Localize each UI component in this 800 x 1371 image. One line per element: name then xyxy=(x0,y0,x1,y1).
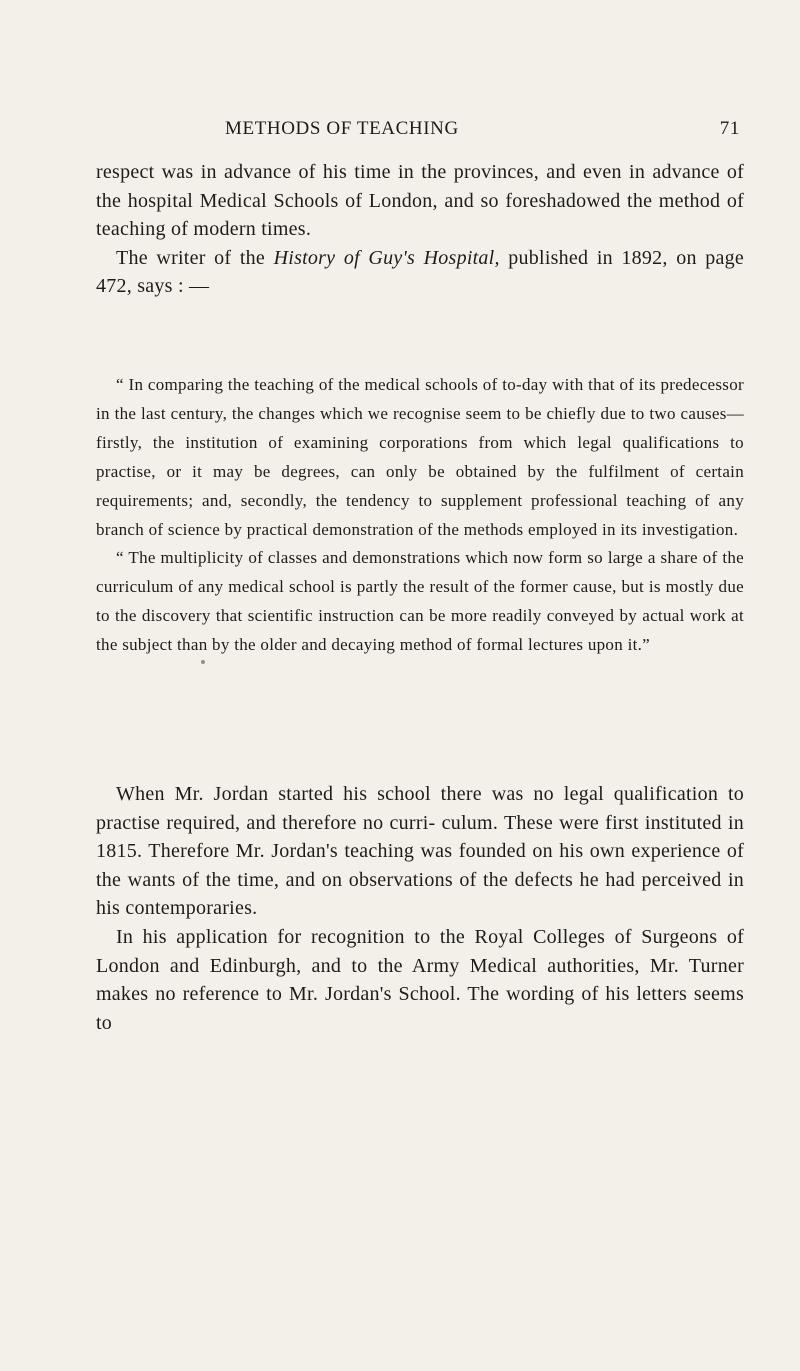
paragraph-history-text-before: The writer of the xyxy=(116,246,274,269)
block-quotation xyxy=(96,371,744,660)
book-title-italic: History of Guy's Hospital, xyxy=(273,246,500,269)
paragraph-jordan-school: When Mr. Jordan started his school there was no legal qualification to practise required, and therefore no curri- culum. These were first instituted in 1815. Therefore Mr. Jordan's teaching was founded on his own experience of the wants of the time, and on observations of the defects he had perceived in his contemporaries. xyxy=(96,783,744,920)
paragraph-continuation: respect was in advance of his time in the provinces, and even in advance of the hospital Medical Schools of London, and so foreshadowed the method of teaching of modern times. xyxy=(96,161,744,241)
quotation-paragraph-2: “ The multiplicity of classes and demonstrations which now form so large a share of the curriculum of any medical school is partly the result of the former cause, but is mostly due to the discovery that scientific instruction can be more readily conveyed by actual work at the subject than by the older and decaying method of formal lectures upon it.” xyxy=(96,548,744,655)
page-number: 71 xyxy=(719,118,740,139)
paragraph-application: In his application for recognition to the Royal Colleges of Surgeons of London and Edinburgh, and to the Army Medical authorities, Mr. Turner makes no reference to Mr. Jordan's School. The wording of his letters seems to xyxy=(96,925,744,1034)
closing-text-block xyxy=(96,780,744,1037)
running-head xyxy=(225,118,740,146)
print-speck xyxy=(201,660,205,664)
paragraph-history-reference xyxy=(96,244,744,301)
quotation-paragraph-1: “ In comparing the teaching of the medical schools of to-day with that of its predecessor in the last century, the changes which we recognise seem to be chiefly due to two causes—firstly, the institution of examining corporations from which legal qualifications to practise, or it may be degrees, can only be obtained by the fulfilment of certain requirements; and, secondly, the tendency to supplement professional teaching of any branch of science by practical demonstration of the methods employed in its investigation. xyxy=(96,375,744,539)
opening-text-block xyxy=(96,158,744,301)
running-title: METHODS OF TEACHING xyxy=(225,118,459,139)
paragraph-history-text-after: published in 1892, on page 472, says : — xyxy=(96,246,744,298)
